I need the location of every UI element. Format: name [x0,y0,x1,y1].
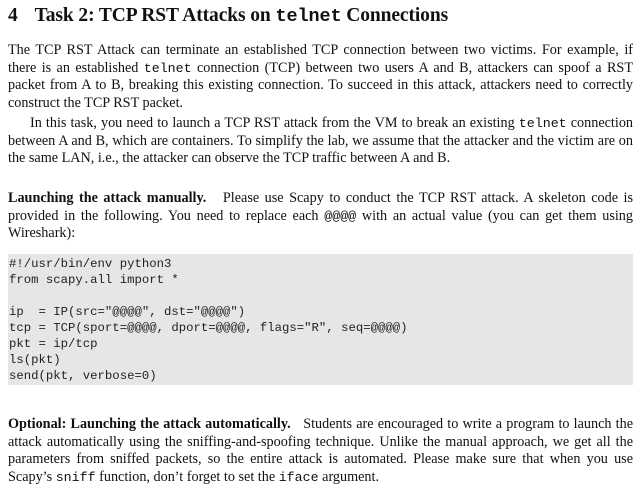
section-number: 4 [8,5,18,26]
section-title-suffix: Connections [341,5,449,26]
code-line: ls(pkt) [9,353,61,367]
intro-text-1: The TCP RST Attack can terminate an established TCP connection between two victims. For example, if there is an established [8,42,633,76]
optional-text-3: argument. [318,469,380,486]
optional-attack-heading: Optional: Launching the attack automatically. [8,416,291,432]
code-line: tcp = TCP(sport=@@@@, dport=@@@@, flags="R", seq=@@@@) [9,321,408,335]
optional-attack-paragraph [8,416,633,487]
optional-code-sniff: sniff [55,470,96,486]
code-line: #!/usr/bin/env python3 [9,257,172,271]
optional-text-2: function, don’t forget to set the [95,469,279,486]
manual-text-2: with an actual value (you can get them using Wireshark): [8,207,633,242]
code-line: from scapy.all import * [9,273,179,287]
manual-attack-paragraph [8,190,633,243]
task-text-2: connection between A and B, which are containers. To simplify the lab, we assume that the attacker and the victim are on the same LAN, i.e., the attacker can observe the TCP traffic between A and B. [8,115,634,167]
intro-paragraph [8,42,633,113]
task-code-telnet: telnet [518,116,567,131]
code-line: pkt = ip/tcp [9,337,98,351]
code-listing [8,254,633,385]
code-line: ip = IP(src="@@@@", dst="@@@@") [9,305,246,319]
optional-text-1: Students are encouraged to write a program to launch the attack automatically using the sniffing-and-spoofing technique. Unlike the manual approach, we get all the parameters from sniffed packets, so the entire attack is automated. Please make sure that when you use Scapy’s [8,416,633,486]
manual-attack-heading: Launching the attack manually. [8,190,207,206]
optional-code-iface: iface [278,470,319,486]
intro-code-telnet: telnet [143,60,192,76]
task-text-1: In this task, you need to launch a TCP RST attack from the VM to break an existing [30,115,519,131]
manual-code-placeholder: @@@@ [324,208,357,224]
manual-text-1: Please use Scapy to conduct the TCP RST attack. A skeleton code is provided in the following. You need to replace each [8,190,633,224]
section-heading [8,5,448,27]
task-paragraph [8,115,633,168]
intro-text-2: connection (TCP) between two users A and B, attackers can spoof a RST packet from A to B, breaking this existing connection. To succeed in this attack, attackers need to correctly construct the TCP RST packet. [8,59,633,112]
section-title-code: telnet [275,6,342,27]
section-title-text: Task 2: TCP RST Attacks on [34,5,276,26]
code-line: send(pkt, verbose=0) [9,369,157,383]
